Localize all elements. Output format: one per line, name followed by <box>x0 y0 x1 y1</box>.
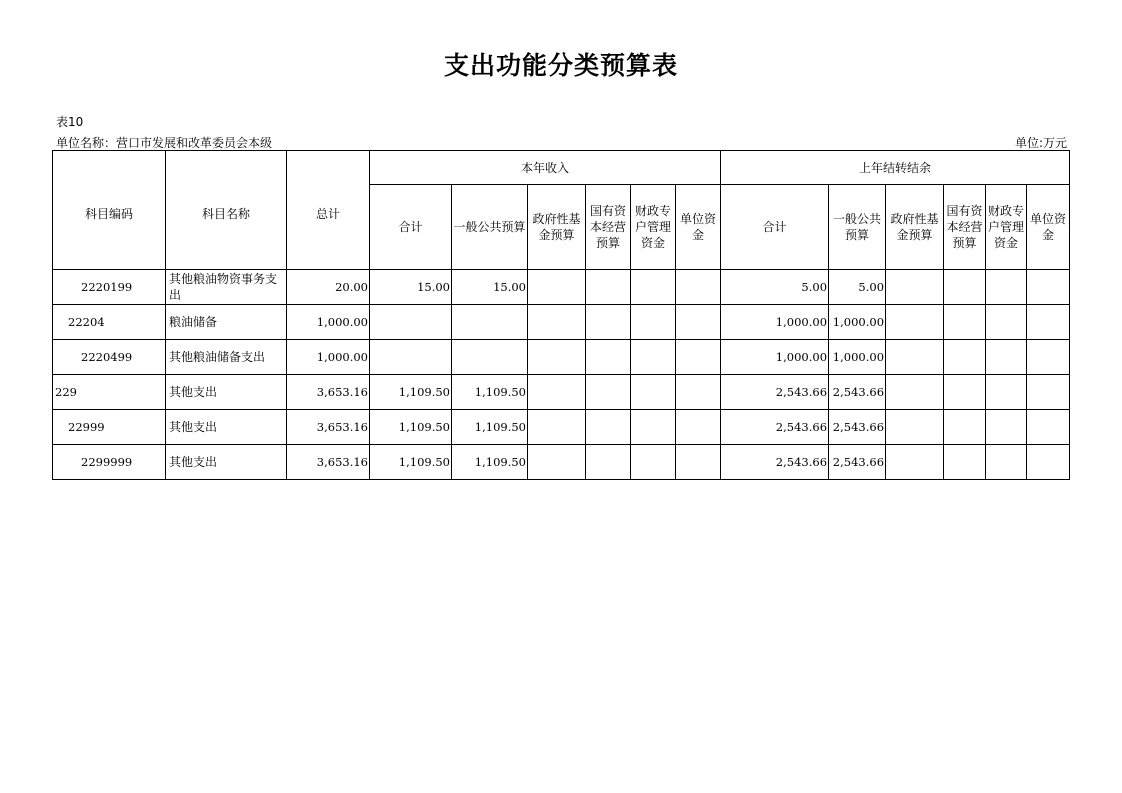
amount-cell <box>370 340 452 375</box>
amount-cell <box>886 410 944 445</box>
amount-cell: 1,109.50 <box>452 375 528 410</box>
amount-cell <box>586 340 631 375</box>
amount-cell <box>944 270 986 305</box>
amount-cell <box>528 445 586 480</box>
amount-cell <box>631 305 676 340</box>
subject-name-cell: 其他粮油储备支出 <box>166 340 287 375</box>
amount-cell <box>631 340 676 375</box>
amount-cell <box>944 410 986 445</box>
amount-cell <box>631 445 676 480</box>
amount-cell <box>370 305 452 340</box>
amount-cell: 20.00 <box>287 270 370 305</box>
amount-cell: 1,109.50 <box>452 445 528 480</box>
amount-cell <box>528 305 586 340</box>
amount-cell <box>586 445 631 480</box>
header-cy-general: 一般公共预算 <box>452 185 528 270</box>
amount-cell <box>944 340 986 375</box>
header-py-fund: 政府性基金预算 <box>886 185 944 270</box>
amount-cell: 2,543.66 <box>829 410 886 445</box>
amount-cell: 1,000.00 <box>287 305 370 340</box>
amount-cell: 5.00 <box>721 270 829 305</box>
amount-cell <box>631 375 676 410</box>
subject-name-cell: 粮油储备 <box>166 305 287 340</box>
subject-code-cell: 22999 <box>53 410 166 445</box>
header-cy-unit-funds: 单位资金 <box>676 185 721 270</box>
amount-cell: 1,109.50 <box>370 410 452 445</box>
amount-cell: 3,653.16 <box>287 375 370 410</box>
amount-cell <box>886 270 944 305</box>
header-total: 总计 <box>287 151 370 270</box>
subject-name-cell: 其他支出 <box>166 445 287 480</box>
amount-cell <box>676 410 721 445</box>
subject-code-cell: 229 <box>53 375 166 410</box>
amount-cell <box>528 270 586 305</box>
amount-cell <box>986 270 1027 305</box>
amount-cell: 1,000.00 <box>287 340 370 375</box>
amount-cell <box>452 305 528 340</box>
header-py-general: 一般公共预算 <box>829 185 886 270</box>
amount-cell: 1,000.00 <box>721 305 829 340</box>
subject-code-cell: 2220499 <box>53 340 166 375</box>
amount-cell <box>676 375 721 410</box>
amount-cell <box>528 410 586 445</box>
header-prior-year: 上年结转结余 <box>721 151 1070 185</box>
amount-cell <box>944 305 986 340</box>
amount-cell <box>586 410 631 445</box>
amount-cell <box>1027 270 1070 305</box>
subject-name-cell: 其他支出 <box>166 410 287 445</box>
table-number: 表10 <box>56 115 84 129</box>
amount-cell <box>986 375 1027 410</box>
currency-unit: 单位:万元 <box>1014 136 1067 150</box>
amount-cell <box>944 445 986 480</box>
amount-cell: 2,543.66 <box>829 375 886 410</box>
amount-cell <box>886 340 944 375</box>
amount-cell <box>631 270 676 305</box>
amount-cell <box>944 375 986 410</box>
header-current-year: 本年收入 <box>370 151 721 185</box>
header-cy-total: 合计 <box>370 185 452 270</box>
subject-name-cell: 其他支出 <box>166 375 287 410</box>
amount-cell <box>586 375 631 410</box>
header-cy-fund: 政府性基金预算 <box>528 185 586 270</box>
amount-cell: 15.00 <box>370 270 452 305</box>
amount-cell <box>1027 340 1070 375</box>
header-py-unit-funds: 单位资金 <box>1027 185 1070 270</box>
amount-cell: 1,109.50 <box>370 375 452 410</box>
amount-cell <box>528 375 586 410</box>
amount-cell <box>528 340 586 375</box>
amount-cell <box>631 410 676 445</box>
header-name: 科目名称 <box>166 151 287 270</box>
unit-name: 单位名称：营口市发展和改革委员会本级 <box>56 136 273 150</box>
amount-cell: 15.00 <box>452 270 528 305</box>
amount-cell <box>886 305 944 340</box>
table-row <box>53 340 1070 375</box>
amount-cell: 1,000.00 <box>721 340 829 375</box>
amount-cell <box>886 375 944 410</box>
amount-cell <box>676 445 721 480</box>
header-py-state-capital: 国有资本经营预算 <box>944 185 986 270</box>
budget-table <box>52 150 1070 480</box>
amount-cell <box>1027 410 1070 445</box>
page-title: 支出功能分类预算表 <box>443 51 678 80</box>
amount-cell <box>676 270 721 305</box>
amount-cell <box>986 305 1027 340</box>
table-row <box>53 270 1070 305</box>
table-row <box>53 410 1070 445</box>
amount-cell <box>1027 375 1070 410</box>
amount-cell: 1,109.50 <box>370 445 452 480</box>
amount-cell: 2,543.66 <box>721 445 829 480</box>
amount-cell <box>586 270 631 305</box>
table-row <box>53 445 1070 480</box>
subject-name-cell: 其他粮油物资事务支出 <box>166 270 287 305</box>
amount-cell <box>886 445 944 480</box>
amount-cell: 2,543.66 <box>829 445 886 480</box>
header-code: 科目编码 <box>53 151 166 270</box>
amount-cell: 2,543.66 <box>721 375 829 410</box>
amount-cell: 3,653.16 <box>287 445 370 480</box>
table-row <box>53 305 1070 340</box>
amount-cell <box>452 340 528 375</box>
amount-cell <box>986 445 1027 480</box>
amount-cell <box>986 340 1027 375</box>
amount-cell: 3,653.16 <box>287 410 370 445</box>
header-py-total: 合计 <box>721 185 829 270</box>
amount-cell: 1,000.00 <box>829 340 886 375</box>
subject-code-cell: 22204 <box>53 305 166 340</box>
amount-cell: 1,000.00 <box>829 305 886 340</box>
subject-code-cell: 2220199 <box>53 270 166 305</box>
header-py-special-account: 财政专户管理资金 <box>986 185 1027 270</box>
table-row <box>53 375 1070 410</box>
amount-cell: 1,109.50 <box>452 410 528 445</box>
amount-cell <box>1027 305 1070 340</box>
header-cy-state-capital: 国有资本经营预算 <box>586 185 631 270</box>
amount-cell <box>1027 445 1070 480</box>
subject-code-cell: 2299999 <box>53 445 166 480</box>
amount-cell <box>586 305 631 340</box>
amount-cell: 2,543.66 <box>721 410 829 445</box>
amount-cell <box>676 305 721 340</box>
amount-cell <box>676 340 721 375</box>
header-cy-special-account: 财政专户管理资金 <box>631 185 676 270</box>
amount-cell: 5.00 <box>829 270 886 305</box>
amount-cell <box>986 410 1027 445</box>
